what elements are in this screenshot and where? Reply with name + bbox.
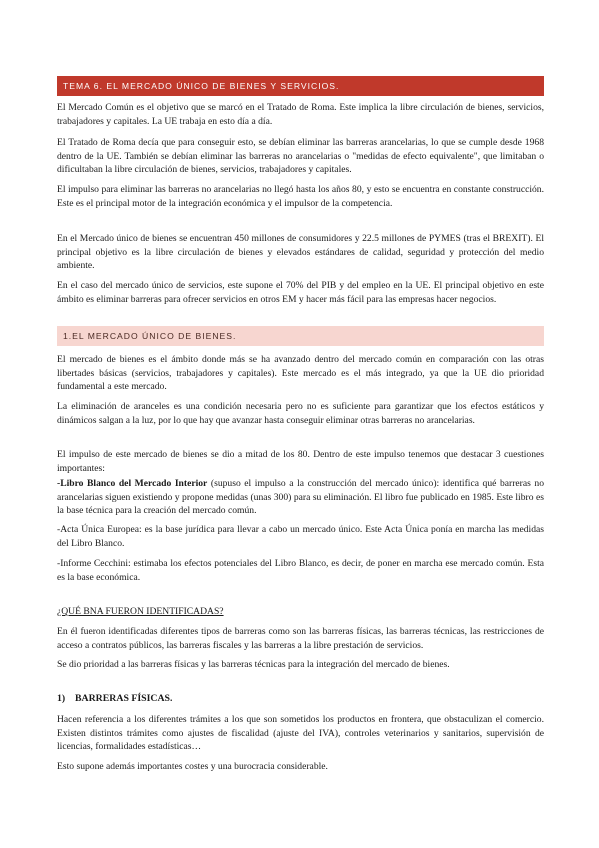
informe-cecchini-item: -Informe Cecchini: estimaba los efectos potenciales del Libro Blanco, es decir, de poner en marcha ese mercado común. Esta es la base económica.: [57, 558, 544, 583]
intro-paragraph-2: El Tratado de Roma decía que para conseguir esto, se debían eliminar las barreras arancelarias, lo que se cumple desde 1968 dentro de la UE. También se debían eliminar las barreras no arancelarias o "medidas de efecto equivalente", que limitaban o dificultaban la libre circulación de bienes, servicios, trabajadores y capitales.: [57, 137, 544, 175]
intro-paragraph-4: En el Mercado único de bienes se encuentran 450 millones de consumidores y 22.5 millones de PYMES (tras el BREXIT). El principal objetivo es la libre circulación de bienes y elevados estándares de calidad, seguridad y protección del medio ambiente.: [57, 233, 544, 271]
libro-blanco-title: -Libro Blanco del Mercado Interior: [57, 478, 208, 489]
barreras-fisicas-heading: [57, 692, 172, 706]
intro-paragraph-3: El impulso para eliminar las barreras no arancelarias no llegó hasta los años 80, y esto se encuentra en constante construcción. Este es el principal motor de la integración económica y el impulsor de la competencia.: [57, 184, 544, 209]
libro-blanco-item: [57, 477, 544, 518]
barreras-paragraph-1: En él fueron identificadas diferentes tipos de barreras como son las barreras físicas, las barreras técnicas, las restricciones de acceso a contratos públicos, las barreras fiscales y las barreras a la libre prestación de servicios.: [57, 626, 544, 651]
libro-blanco-text: (supuso el impulso a la construcción del mercado único): identifica qué barreras no arancelarias siguen existiendo y propone medidas (unas 300) para su eliminación. El libro fue publicado en 1985. Este libro es la base técnica para la creación del mercado común.: [57, 478, 544, 516]
fisicas-paragraph-1: Hacen referencia a los diferentes trámites a los que son sometidos los productos en frontera, que obstaculizan el comercio. Existen distintos trámites como ajustes de fiscalidad (ajuste del IVA), controles veterinarios y sanitarios, supervisión de licencias, formalidades estadísticas…: [57, 714, 544, 752]
section1-paragraph-3: El impulso de este mercado de bienes se dio a mitad de los 80. Dentro de este impulso tenemos que destacar 3 cuestiones importantes:: [57, 449, 544, 474]
acta-unica-item: -Acta Única Europea: es la base jurídica para llevar a cabo un mercado único. Este Acta Única ponía en marcha las medidas del Libro Blanco.: [57, 524, 544, 549]
fisicas-paragraph-2: Esto supone además importantes costes y una burocracia considerable.: [57, 761, 328, 772]
intro-paragraph-5: En el caso del mercado único de servicios, este supone el 70% del PIB y del empleo en la UE. El principal objetivo en este ámbito es eliminar barreras para ofrecer servicios en otros EM y hacer más fácil para las empresas hacer negocios.: [57, 280, 544, 305]
barreras-question-heading: ¿QUÉ BNA FUERON IDENTIFICADAS?: [57, 606, 224, 617]
chapter-title-banner: TEMA 6. EL MERCADO ÚNICO DE BIENES Y SERVICIOS.: [57, 76, 544, 96]
section-title-banner: 1.EL MERCADO ÚNICO DE BIENES.: [57, 326, 544, 346]
intro-paragraph-1: El Mercado Común es el objetivo que se marcó en el Tratado de Roma. Este implica la libre circulación de bienes, servicios, trabajadores y capitales. La UE trabaja en esto día a día.: [57, 102, 544, 127]
section1-paragraph-2: La eliminación de aranceles es una condición necesaria pero no es suficiente para garantizar que los efectos estáticos y dinámicos salgan a la luz, por lo que hay que avanzar hasta conseguir eliminar otras barreras no arancelarias.: [57, 401, 544, 426]
barreras-paragraph-2: Se dio prioridad a las barreras físicas y las barreras técnicas para la integración del mercado de bienes.: [57, 659, 450, 670]
heading-text: BARRERAS FÍSICAS.: [75, 693, 173, 704]
section1-paragraph-1: El mercado de bienes es el ámbito donde más se ha avanzado dentro del mercado común en comparación con las otras libertades básicas (servicios, trabajadores y capitales). Este mercado es el más integrado, ya que la UE dio prioridad fundamental a este mercado.: [57, 354, 544, 392]
heading-number: 1): [57, 693, 66, 704]
